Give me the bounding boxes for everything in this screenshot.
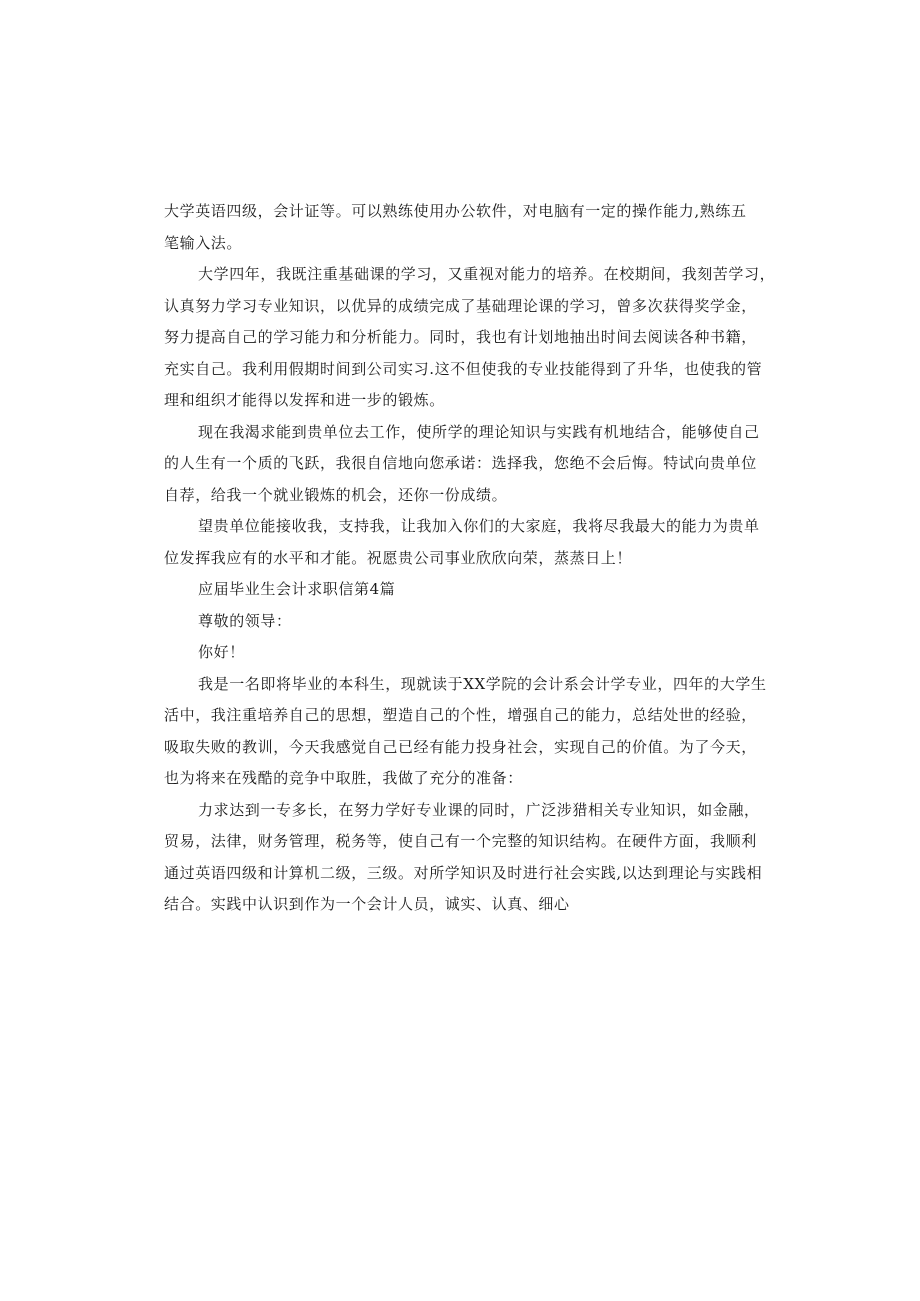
text-line: 尊敬的领导： [198, 611, 292, 630]
letter-body [164, 196, 776, 921]
text-line: 自荐，给我一个就业锻炼的机会，还你一份成绩。 [164, 485, 508, 504]
text-line: 活中，我注重培养自己的思想，塑造自己的个性，增强自己的能力，总结处世的经验， [164, 706, 757, 724]
text-line: 结合。实践中认识到作为一个会计人员，诚实、认真、细心 [164, 895, 570, 913]
text-line: 认真努力学习专业知识，以优异的成绩完成了基础理论课的学习，曾多次获得奖学金， [164, 296, 757, 315]
text-line: 应届毕业生会计求职信第4篇 [198, 580, 396, 598]
text-line: 充实自己。我利用假期时间到公司实习.这不但使我的专业技能得到了升华，也使我的管 [164, 359, 763, 378]
text-line: 现在我渴求能到贵单位去工作，使所学的理论知识与实践有机地结合，能够使自己 [198, 422, 760, 441]
text-line: 吸取失败的教训，今天我感觉自己已经有能力投身社会，实现自己的价值。为了今天， [164, 737, 757, 756]
text-line: 你好！ [198, 643, 245, 661]
text-line: 的人生有一个质的飞跃，我很自信地向您承诺：选择我，您绝不会后悔。特试向贵单位 [164, 454, 757, 472]
text-line: 大学四年，我既注重基础课的学习，又重视对能力的培养。在校期间，我刻苦学习， [198, 265, 776, 283]
text-line: 笔输入法。 [164, 233, 243, 252]
text-line: 通过英语四级和计算机二级，三级。对所学知识及时进行社会实践,以达到理论与实践相 [164, 863, 763, 882]
text-line: 大学英语四级，会计证等。可以熟练使用办公软件，对电脑有一定的操作能力,熟练五 [164, 202, 747, 220]
text-line: 望贵单位能接收我，支持我，让我加入你们的大家庭，我将尽我最大的能力为贵单 [198, 517, 760, 535]
text-line: 努力提高自己的学习能力和分析能力。同时，我也有计划地抽出时间去阅读各种书籍， [164, 328, 757, 346]
text-line: 贸易，法律，财务管理，税务等，使自己有一个完整的知识结构。在硬件方面，我顺利 [164, 832, 757, 850]
text-line: 力求达到一专多长，在努力学好专业课的同时，广泛涉猎相关专业知识，如金融， [198, 800, 760, 819]
text-line: 位发挥我应有的水平和才能。祝愿贵公司事业欣欣向荣，蒸蒸日上！ [164, 548, 633, 567]
text-line: 也为将来在残酷的竞争中取胜，我做了充分的准备： [164, 769, 523, 787]
text-line: 我是一名即将毕业的本科生，现就读于XX学院的会计系会计学专业，四年的大学生 [198, 674, 767, 693]
text-line: 理和组织才能得以发挥和进一步的锻炼。 [164, 391, 445, 409]
